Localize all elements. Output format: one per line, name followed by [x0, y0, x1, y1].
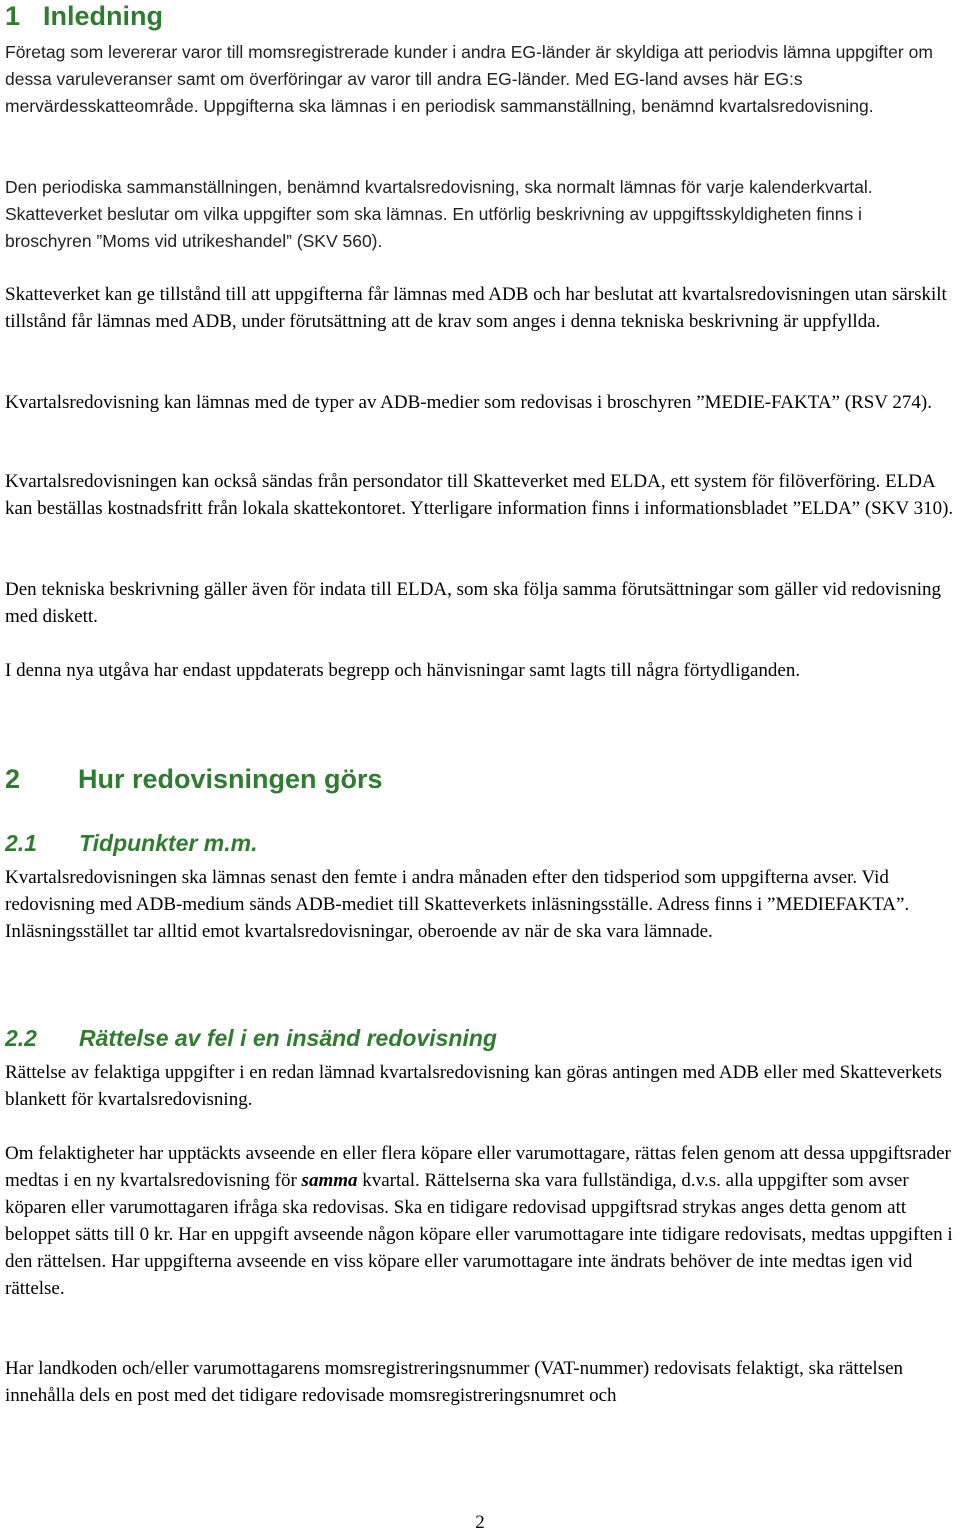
paragraph: Kvartalsredovisningen ska lämnas senast den femte i andra månaden efter den tidsperiod som uppgifterna avser. Vid redovisning med ADB-medium sänds ADB-mediet till Skatteverkets inläsningsställe. Adress finns i ”MEDIEFAKTA”. Inläsningsstället tar alltid emot kvartalsredovisningar, oberoende av när de ska vara lämnade.	[5, 867, 910, 942]
section-2-1-heading	[5, 829, 258, 857]
section-number: 2	[5, 764, 21, 794]
paragraph: Skatteverket kan ge tillstånd till att uppgifterna får lämnas med ADB och har beslutat att kvartalsredovisningen utan särskilt tillstånd får lämnas med ADB, under förutsättning att de krav som anges i denna tekniska beskrivning är uppfyllda.	[5, 284, 947, 332]
paragraph	[5, 1140, 955, 1302]
section-number: 2.1	[5, 830, 37, 856]
section-2-heading	[5, 763, 383, 795]
section-title: Tidpunkter m.m.	[79, 830, 258, 856]
text-run: kvartal. Rättelserna ska vara fullständiga, d.v.s. alla uppgifter som avser köparen eller varumottagaren ifråga ska redovisas. Ska en tidigare redovisad uppgiftsrad strykas anges detta genom att beloppet sätts till 0 kr. Har en uppgift avseende någon köpare eller varumottagare inte tidigare redovisats, medtas uppgiften i den rättelsen. Har uppgifterna avseende en viss köpare eller varumottagare inte ändrats behöver de inte medtas igen vid rättelse.	[5, 1170, 953, 1299]
paragraph: Har landkoden och/eller varumottagarens momsregistreringsnummer (VAT-nummer) redovisats felaktigt, ska rättelsen innehålla dels en post med det tidigare redovisade momsregistreringsnumret och	[5, 1358, 904, 1406]
section-number: 1	[5, 1, 21, 31]
paragraph: Den tekniska beskrivning gäller även för indata till ELDA, som ska följa samma förutsättningar som gäller vid redovisning med diskett.	[5, 579, 942, 627]
section-2-2-heading	[5, 1024, 497, 1052]
paragraph: I denna nya utgåva har endast uppdaterats begrepp och hänvisningar samt lagts till några förtydliganden.	[5, 660, 801, 681]
section-title: Rättelse av fel i en insänd redovisning	[79, 1025, 497, 1051]
page-number: 2	[475, 1512, 485, 1533]
paragraph: Företag som levererar varor till momsregistrerade kunder i andra EG-länder är skyldiga att periodvis lämna uppgifter om dessa varuleveranser samt om överföringar av varor till andra EG-länder. Med EG-land avses här EG:s mervärdesskatteområde. Uppgifterna ska lämnas i en periodisk sammanställning, benämnd kvartalsredovisning.	[5, 42, 933, 116]
paragraph: Den periodiska sammanställningen, benämnd kvartalsredovisning, ska normalt lämnas för varje kalenderkvartal. Skatteverket beslutar om vilka uppgifter som ska lämnas. En utförlig beskrivning av uppgiftsskyldigheten finns i broschyren ”Moms vid utrikeshandel” (SKV 560).	[5, 177, 873, 251]
paragraph: Rättelse av felaktiga uppgifter i en redan lämnad kvartalsredovisning kan göras antingen med ADB eller med Skatteverkets blankett för kvartalsredovisning.	[5, 1062, 943, 1110]
section-number: 2.2	[5, 1025, 37, 1051]
paragraph: Kvartalsredovisningen kan också sändas från persondator till Skatteverket med ELDA, ett system för filöverföring. ELDA kan beställas kostnadsfritt från lokala skattekontoret. Ytterligare information finns i informationsbladet ”ELDA” (SKV 310).	[5, 471, 954, 519]
section-title: Inledning	[43, 1, 163, 31]
text-run: Om felaktigheter har upptäckts avseende en eller flera köpare eller varumottagare, rättas felen genom att dessa uppgiftsrader medtas i en ny kvartalsredovisning för	[5, 1143, 951, 1191]
section-1-heading	[5, 0, 163, 32]
emphasis: samma	[301, 1170, 358, 1191]
paragraph: Kvartalsredovisning kan lämnas med de typer av ADB-medier som redovisas i broschyren ”MEDIE-FAKTA” (RSV 274).	[5, 392, 932, 413]
section-title: Hur redovisningen görs	[78, 764, 383, 794]
